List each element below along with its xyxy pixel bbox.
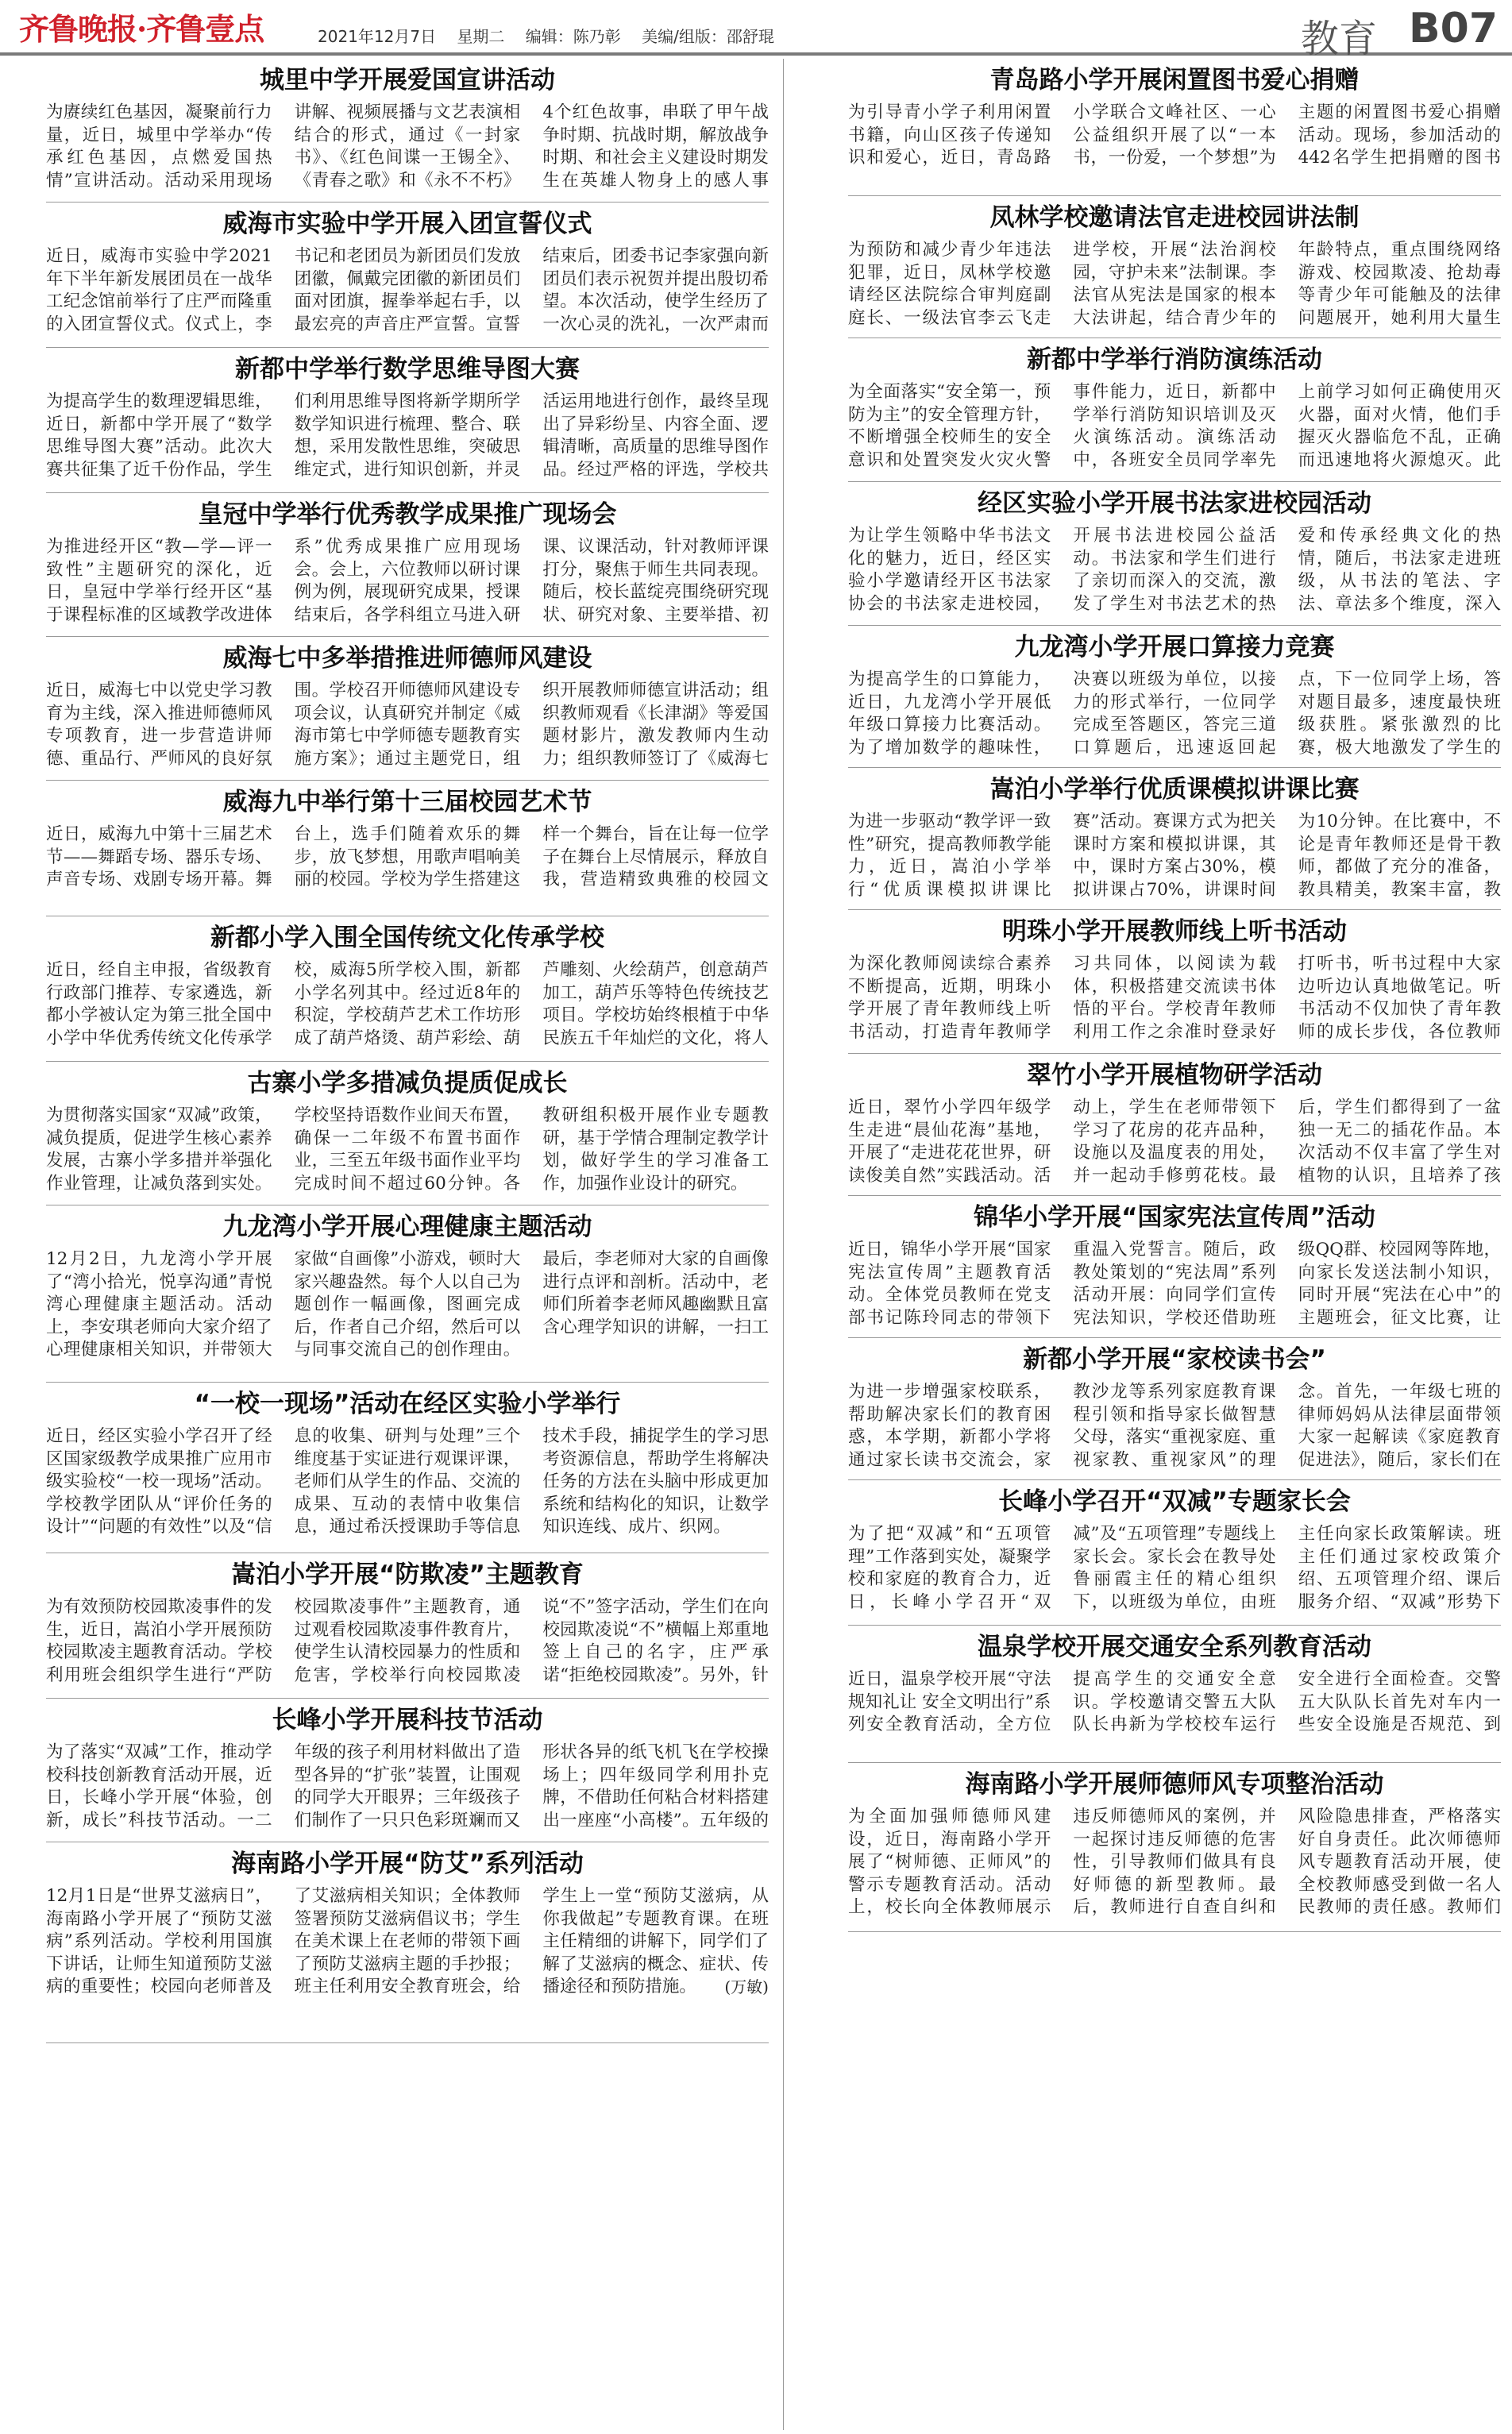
article-text: 近日，威海七中以党史学习教育为主线，深入推进师德师风专项教育，进一步营造讲师德、重品行、严师风的良好氛围。学校召开师德师风建设专项会议，认真研究并制定《威海市第七中学师德专题教育实施方案》；通过主题党日，组织开展教师师德宣讲活动；组织教师观看《长津湖》等爱国题材影片，激发教师内生动力；组织教师签订了《威海七: [46, 681, 769, 769]
article-body: [848, 669, 1501, 762]
right-column: [848, 59, 1501, 2430]
article-headline: “一校一现场”活动在经区实验小学举行: [194, 1390, 621, 1418]
article-body: [848, 811, 1501, 905]
article-body: [848, 381, 1501, 476]
article-headline: 温泉学校开展交通安全系列教育活动: [978, 1633, 1371, 1661]
news-article: [46, 1553, 769, 1696]
article-body: [848, 953, 1501, 1048]
article-text: 为让学生领略中华书法文化的魅力，近日，经区实验小学邀请经开区书法家协会的书法家走进校园，开展书法进校园公益活动。书法家和学生们进行了亲切而深入的交流，激发了学生对书法艺术的热爱和传承经典文化的热情，随后，书法家走进班级，从书法的笔法、字法、章法多个维度，深入: [848, 526, 1501, 614]
article-text: 为全面落实“安全第一，预防为主”的安全管理方针，不断增强全校师生的安全意识和处置突发火灾火警事件能力，近日，新都中学举行消防知识培训及灭火演练活动。演练活动中，各班安全员同学率先上前学习如何正确使用灭火器，面对火情，他们手握灭火器临危不乱，正确而迅速地将火源熄灭。此: [848, 382, 1501, 470]
page-number: B07: [1409, 5, 1498, 52]
article-headline: 新都中学举行数学思维导图大赛: [235, 355, 580, 384]
article-headline: 海南路小学开展师德师风专项整治活动: [965, 1770, 1384, 1799]
news-article: [46, 203, 769, 345]
article-text: 近日，温泉学校开展“守法规知礼让 安全文明出行”系列安全教育活动，全方位提高学生的交通安全意识。学校邀请交警五大队队长冉新为学校校车运行安全进行全面检查。交警五大队队长首先对车内一些安全设施是否规范、到: [848, 1669, 1501, 1734]
news-article: [46, 59, 769, 200]
article-body: [848, 525, 1501, 620]
article-headline: 威海市实验中学开展入团宣誓仪式: [222, 210, 592, 238]
article-text: 为进一步驱动“教学评一致性”研究，提高教师教学能力，近日，嵩泊小学举行“优质课模拟讲课比赛”活动。赛课方式为把关课时方案和模拟讲课，其中，课时方案占30%，模拟讲课占70%，讲课时间为10分钟。在比赛中，不论是青年教师还是骨干教师，都做了充分的准备，教具精美，教案丰富，教: [848, 812, 1501, 900]
page-header: [0, 0, 1512, 61]
article-text: 为预防和减少青少年违法犯罪，近日，凤林学校邀请经区法院综合审判庭副庭长、一级法官李云飞走进学校，开展“法治润校园，守护未来”法制课。李法官从宪法是国家的根本大法讲起，结合青少年的年龄特点，重点围绕网络游戏、校园欺凌、抢劫毒等青少年可能触及的法律问题展开，她利用大量生: [848, 240, 1501, 328]
article-body: [46, 1425, 769, 1548]
article-text: 为了落实“双减”工作，推动学校科技创新教育活动开展，近日，长峰小学开展“体验，创新，成长”科技节活动。一二年级的孩子利用材料做出了造型各异的“扩张”装置，让围观的同学大开眼界；三年级孩子们制作了一只只色彩斑斓而又形状各异的纸飞机飞在学校操场上；四年级同学利用扑克牌，不借助任何粘合材料搭建出一座座“小高楼”。五年级的: [46, 1742, 769, 1830]
article-separator: [46, 2042, 769, 2043]
article-headline: 威海九中举行第十三届校园艺术节: [222, 788, 592, 816]
article-headline: 翠竹小学开展植物研学活动: [1027, 1061, 1322, 1090]
news-article: [848, 910, 1501, 1051]
article-body: [46, 536, 769, 631]
issue-meta: [318, 24, 774, 47]
article-body: [46, 245, 769, 342]
article-text: 近日，翠竹小学四年级学生走进“晨仙花海”基地，开展了“走进花花世界，研读俊美自然”实践活动。活动上，学生在老师带领下学习了花房的花卉品种，设施以及温度表的用处，并一起动手修剪花枝。最后，学生们都得到了一盆独一无二的插花作品。本次活动不仅丰富了学生对植物的认识，且培养了孩: [848, 1097, 1501, 1186]
news-article: [46, 916, 769, 1059]
issue-editor: 编辑：陈乃彰: [525, 27, 621, 46]
news-article: [46, 493, 769, 635]
article-headline: 嵩泊小学举行优质课模拟讲课比赛: [989, 775, 1360, 804]
article-text: 为进一步增强家校联系，帮助解决家长们的教育困惑，本学期，新都小学将通过家长读书交流会，家教沙龙等系列家庭教育课程引领和指导家长做智慧父母，落实“重视家庭、重视家教、重视家风”的理念。首先，一年级七班的律师妈妈从法律层面带领大家一起解读《家庭教育促进法》，随后，家长们在: [848, 1382, 1501, 1470]
news-article: [46, 781, 769, 914]
news-article: [848, 768, 1501, 908]
left-column: [46, 59, 769, 2430]
article-text: 近日，经自主申报，省级教育行政部门推荐、专家遴选，新都小学被认定为第三批全国中小学中华优秀传统文化传承学校，威海5所学校入围，新都小学名列其中。经过近8年的积淀，学校葫芦艺术工作坊形成了葫芦烙烫、葫芦彩绘、葫芦雕刻、火绘葫芦，创意葫芦加工，葫芦乐等特色传统技艺项目。学校坊始终根植于中华民族五千年灿烂的文化，将人: [46, 960, 769, 1048]
article-headline: 九龙湾小学开展心理健康主题活动: [222, 1213, 592, 1241]
news-article: [848, 1196, 1501, 1336]
article-headline: 嵩泊小学开展“防欺凌”主题教育: [231, 1560, 584, 1589]
article-body: [848, 1381, 1501, 1475]
article-body: [46, 824, 769, 911]
article-text: 为全面加强师德师风建设，近日，海南路小学开展了“树师德、正师风”的警示专题教育活动。活动上，校长向全体教师展示违反师德师风的案例，并一起探讨违反师德的危害性，引导教师们做具有良好师德的新型教师。最后，教师进行自查自纠和风险隐患排查，严格落实好自身责任。此次师德师风专题教育活动开展，使全校教师感受到做一名人民教师的责任感。教师们: [848, 1807, 1501, 1917]
article-body: [848, 1668, 1501, 1757]
article-text: 近日，威海市实验中学2021年下半年新发展团员在一战华工纪念馆前举行了庄严而隆重的入团宣誓仪式。仪式上，李书记和老团员为新团员们发放团徽，佩戴完团徽的新团员们面对团旗，握拳举起右手，以最宏亮的声音庄严宣誓。宣誓结束后，团委书记李家强向新团员们表示祝贺并提出殷切希望。本次活动，使学生经历了一次心灵的洗礼，一次严肃而: [46, 246, 769, 334]
article-body: [848, 1097, 1501, 1190]
news-article: [848, 338, 1501, 480]
article-body: [46, 1248, 769, 1377]
article-headline: 长峰小学开展科技节活动: [272, 1706, 543, 1734]
article-text: 为提高学生的数理逻辑思维，近日，新都中学开展了“数学思维导图大赛”活动。此次大赛共征集了近千份作品，学生们利用思维导图将新学期所学数学知识进行梳理、整合、联想，采用发散性思维，突破思维定式，进行知识创新，并灵活运用地进行创作，最终呈现出了异彩纷呈、内容全面、逻辑清晰，高质量的思维导图作品。经过严格的评选，学校共: [46, 392, 769, 480]
article-headline: 城里中学开展爱国宣讲活动: [260, 66, 555, 95]
article-body: [46, 1885, 769, 2038]
article-body: [46, 1742, 769, 1837]
article-text: 为贯彻落实国家“双减”政策，减负提质，促进学生核心素养发展，古寨小学多措并举强化作业管理，让减负落到实处。学校坚持语数作业间天布置，确保一二年级不布置书面作业，三至五年级书面作业平均完成时间不超过60分钟。各教研组积极开展作业专题教研，基于学情合理制定教学计划，做好学生的学习准备工作，加强作业设计的研究。: [46, 1105, 769, 1194]
article-text: 12月1日是“世界艾滋病日”，海南路小学开展了“预防艾滋病”系列活动。学校利用国旗下讲话，让师生知道预防艾滋病的重要性；校园向老师普及了艾滋病相关知识；全体教师签署预防艾滋病倡议书；学生在美术课上在老师的带领下画了预防艾滋病主题的手抄报；班主任利用安全教育班会，给学生上一堂“预防艾滋病，从你我做起”专题教育课。在班主任精细的讲解下，同学们了解了艾滋病的概念、症状、传播途径和预防措施。: [46, 1886, 769, 1996]
news-article: [848, 626, 1501, 766]
article-headline: 明珠小学开展教师线上听书活动: [1002, 917, 1347, 946]
article-body: [848, 239, 1501, 333]
article-body: [848, 1523, 1501, 1620]
article-headline: 长峰小学召开“双减”专题家长会: [998, 1487, 1351, 1516]
news-article: [848, 1480, 1501, 1623]
article-headline: 锦华小学开展“国家宪法宣传周”活动: [974, 1203, 1375, 1232]
issue-designer: 美编/组版：邵舒琨: [642, 27, 774, 46]
article-body: [848, 1806, 1501, 1927]
news-article: [848, 1054, 1501, 1194]
news-article: [46, 1383, 769, 1551]
article-text: 近日，锦华小学开展“国家宪法宣传周”主题教育活动。全体党员教师在党支部书记陈玲同志的带领下重温入党誓言。随后，政教处策划的“宪法周”系列活动开展：向同学们宣传宪法知识，学校还借助班级QQ群、校园网等阵地，向家长发送法制小知识，同时开展“宪法在心中”的主题班会，征文比赛，让: [848, 1240, 1501, 1328]
column-divider: [783, 59, 784, 2430]
article-headline: 凤林学校邀请法官走进校园讲法制: [989, 203, 1360, 232]
article-body: [848, 102, 1501, 191]
article-headline: 海南路小学开展“防艾”系列活动: [231, 1850, 584, 1878]
news-article: [46, 1205, 769, 1380]
article-text: 近日，威海九中第十三届艺术节——舞蹈专场、器乐专场、声音专场、戏剧专场开幕。舞台上，选手们随着欢乐的舞步，放飞梦想，用歌声唱响美丽的校园。学校为学生搭建这样一个舞台，旨在让每一位学子在舞台上尽情展示，释放自我，营造精致典雅的校园文: [46, 824, 769, 889]
article-headline: 青岛路小学开展闲置图书爱心捐赠: [989, 66, 1360, 95]
article-headline: 威海七中多举措推进师德师风建设: [222, 644, 592, 673]
news-article: [848, 59, 1501, 194]
article-text: 为有效预防校园欺凌事件的发生，近日，嵩泊小学开展预防校园欺凌主题教育活动。学校利用班会组织学生进行“严防校园欺凌事件”主题教育，通过观看校园欺凌事件教育片，使学生认清校园暴力的性质和危害，学校举行向校园欺凌说“不”签字活动，学生们在向校园欺凌说“不”横幅上郑重地签上自己的名字，庄严承诺“拒绝校园欺凌”。另外，针: [46, 1597, 769, 1685]
news-article: [848, 1763, 1501, 1930]
article-text: 为深化教师阅读综合素养不断提高，近期，明珠小学开展了青年教师线上听书活动，打造青年教师学习共同体，以阅读为载体，积极搭建交流读书体悟的平台。学校青年教师利用工作之余准时登录好打听书，听书过程中大家边听边认真地做笔记。听书活动不仅加快了青年教师的成长步伐，各位教师: [848, 954, 1501, 1042]
article-body: [848, 1239, 1501, 1333]
news-article: [46, 348, 769, 491]
article-headline: 经区实验小学开展书法家进校园活动: [978, 489, 1371, 518]
issue-date: 2021年12月7日: [318, 27, 437, 46]
news-article: [848, 1626, 1501, 1761]
article-text: 12月2日，九龙湾小学开展了“湾小拾光，悦享沟通”青悦湾心理健康主题活动。活动上，李安琪老师向大家介绍了心理健康相关知识，并带领大家做“自画像”小游戏，顿时大家兴趣盎然。每个人以自己为题创作一幅画像，图画完成后，作者自己介绍，然后可以与同事交流自己的创作理由。最后，李老师对大家的自画像进行点评和剖析。活动中，老师们所着李老师风趣幽默且富含心理学知识的讲解，一扫工: [46, 1249, 769, 1360]
article-headline: 新都中学举行消防演练活动: [1027, 345, 1322, 374]
news-article: [46, 1842, 769, 2041]
issue-weekday: 星期二: [457, 27, 505, 46]
article-body: [46, 959, 769, 1056]
article-headline: 新都小学入围全国传统文化传承学校: [210, 924, 604, 952]
news-article: [848, 482, 1501, 623]
article-separator: [848, 1931, 1501, 1932]
article-byline: (万敏): [724, 1977, 769, 1996]
article-body: [46, 102, 769, 197]
article-text: 为引导青小学子利用闲置书籍，向山区孩子传递知识和爱心，近日，青岛路小学联合文峰社区、一心公益组织开展了以“一本书，一份爱，一个梦想”为主题的闲置图书爱心捐赠活动。现场，参加活动的442名学生把捐赠的图书: [848, 102, 1501, 168]
article-headline: 九龙湾小学开展口算接力竞赛: [1014, 633, 1335, 662]
article-body: [46, 391, 769, 488]
article-text: 为赓续红色基因，凝聚前行力量，近日，城里中学举办“传承红色基因，点燃爱国热情”宣讲活动。活动采用现场讲解、视频展播与文艺表演相结合的形式，通过《一封家书》、《红色间谍一王锡全》、《青春之歌》和《永不不朽》4个红色故事，串联了甲午战争时期、抗战时期，解放战争时期、和社会主义建设时期发生在英雄人物身上的感人事: [46, 102, 769, 191]
article-body: [46, 1596, 769, 1693]
article-headline: 皇冠中学举行优秀教学成果推广现场会: [198, 500, 617, 529]
news-article: [848, 196, 1501, 336]
article-text: 近日，经区实验小学召开了经区国家级教学成果推广应用市级实验校“一校一现场”活动。学校教学团队从“评价任务的设计”“问题的有效性”以及“信息的收集、研判与处理”三个维度基于实证进行观课评课，老师们从学生的作品、交流的成果、互动的表情中收集信息，通过希沃授课助手等信息技术手段，捕捉学生的学习思考资源信息，帮助学生将解决任务的方法在头脑中形成更加系统和结构化的知识，让数学知识连线、成片、织网。: [46, 1426, 769, 1537]
article-headline: 古寨小学多措减负提质促成长: [247, 1069, 568, 1097]
news-article: [46, 1699, 769, 1840]
article-body: [46, 680, 769, 775]
section-name: 教育: [1300, 17, 1377, 61]
newspaper-logo: 齐鲁晚报·齐鲁壹点: [19, 11, 264, 47]
article-headline: 新都小学开展“家校读书会”: [1023, 1345, 1326, 1374]
news-article: [46, 1062, 769, 1203]
news-article: [46, 637, 769, 778]
article-text: 为推进经开区“教—学—评一致性”主题研究的深化，近日，皇冠中学举行经开区“基于课程标准的区域教学改进体系”优秀成果推广应用现场会。会上，六位教师以研讨课例为例，展现研究成果，授课结束后，各学科组立马进入研课、议课活动，针对教师评课打分，聚焦于师生共同表现。随后，校长蓝绽亮围绕研究现状、研究对象、主要举措、初: [46, 537, 769, 625]
article-body: [46, 1105, 769, 1200]
article-text: 为了把“双减”和“五项管理”工作落到实处，凝聚学校和家庭的教育合力，近日，长峰小学召开“双减”及“五项管理”专题线上家长会。家长会在教导处鲁丽霞主任的精心组织下，以班级为单位，由班主任向家长政策解读。班主任们通过家校政策介绍、五项管理介绍、课后服务介绍、“双减”形势下: [848, 1524, 1501, 1612]
article-text: 为提高学生的口算能力，近日，九龙湾小学开展低年级口算接力比赛活动。为了增加数学的趣味性，决赛以班级为单位，以接力的形式举行，一位同学完成至答题区，答完三道口算题后，迅速返回起点，下一位同学上场，答对题目最多，速度最快班级获胜。紧张激烈的比赛，极大地激发了学生的: [848, 669, 1501, 758]
news-article: [848, 1338, 1501, 1478]
